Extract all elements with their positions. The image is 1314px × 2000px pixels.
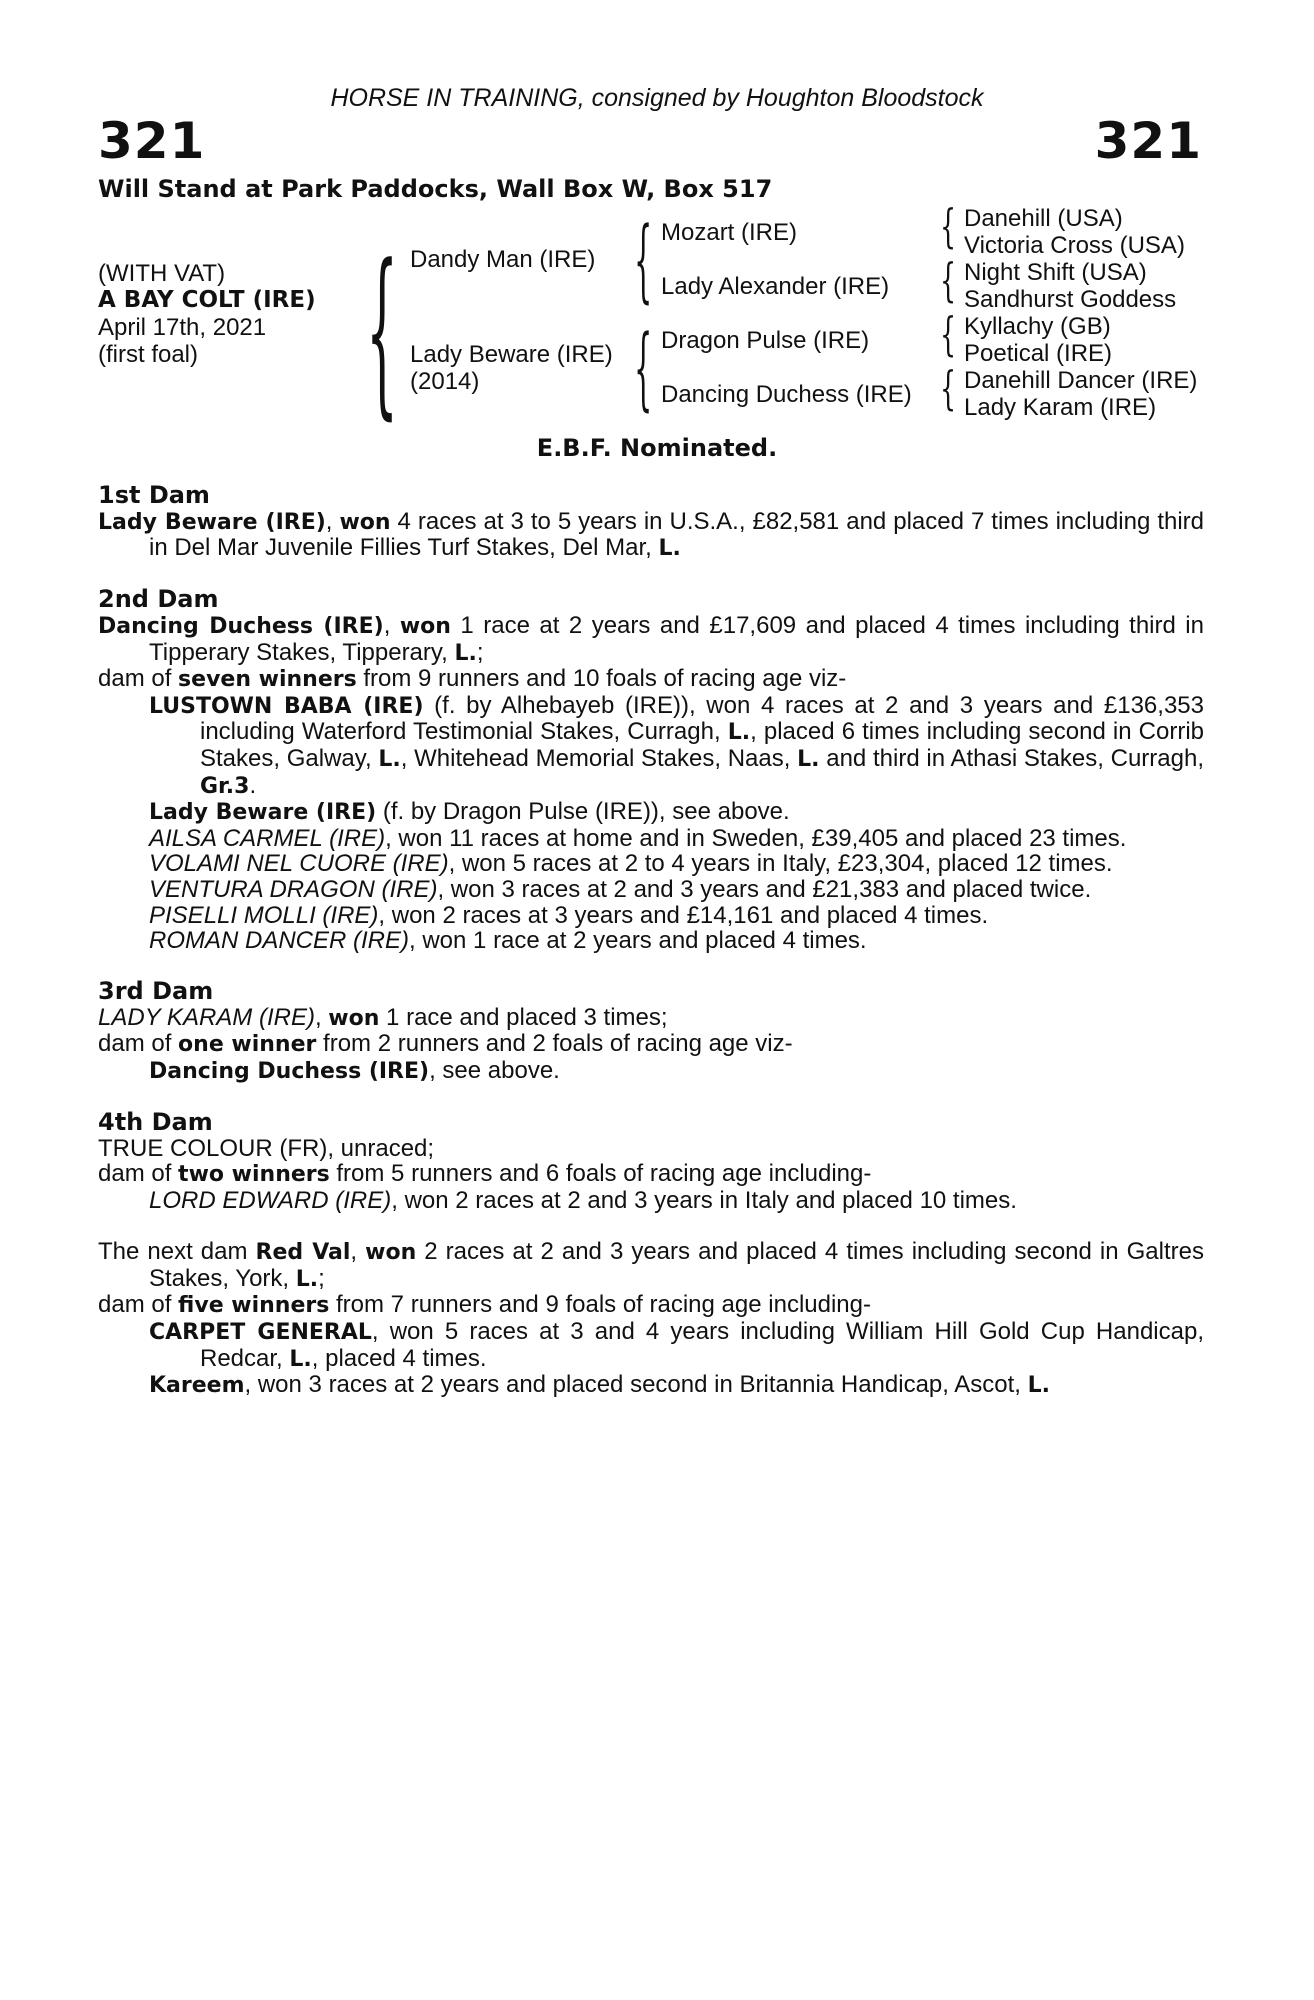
vat-note: (WITH VAT) xyxy=(98,260,226,287)
second-dam-name: Dancing Duchess (IRE) xyxy=(98,613,384,639)
dam-of-suffix: from 2 runners and 2 foals of racing age viz- xyxy=(316,1030,793,1058)
grade-label: L. xyxy=(289,1346,312,1372)
first-dam-name: Lady Beware (IRE) xyxy=(98,509,326,535)
dam-of-prefix: dam of xyxy=(98,1291,179,1319)
produce-entry xyxy=(98,826,1204,852)
dam-of-suffix: from 5 runners and 6 foals of racing age including- xyxy=(329,1160,872,1188)
produce-entry xyxy=(98,693,1204,799)
dam-year: (2014) xyxy=(410,368,480,395)
produce-text: , won 2 races at 3 years and £14,161 and placed 4 times. xyxy=(378,901,989,929)
produce-entry xyxy=(98,1319,1204,1372)
produce-text: , Whitehead Memorial Stakes, Naas, xyxy=(400,744,798,772)
third-dam-produce-summary xyxy=(98,1031,1204,1058)
produce-name: AILSA CARMEL (IRE) xyxy=(149,824,386,852)
produce-name: CARPET GENERAL xyxy=(149,1320,372,1345)
produce-text: , placed 6 times including second in Corrib Stakes, Galway, xyxy=(200,718,1205,772)
winners-count: one winner xyxy=(178,1032,317,1058)
produce-entry xyxy=(98,928,1204,954)
dam-dam-name: Dancing Duchess (IRE) xyxy=(661,381,912,408)
grandsire-2: Night Shift (USA) xyxy=(964,259,1147,286)
grade-label: L. xyxy=(797,746,820,772)
third-dam-name: LADY KARAM (IRE) xyxy=(98,1003,315,1031)
produce-text: (f. by Dragon Pulse (IRE)), see above. xyxy=(376,798,790,826)
grandsire-3: Kyllachy (GB) xyxy=(964,313,1111,340)
produce-text: . xyxy=(249,771,257,799)
produce-name: VENTURA DRAGON (IRE) xyxy=(149,875,438,903)
produce-name: PISELLI MOLLI (IRE) xyxy=(149,901,379,929)
horse-foal-note: (first foal) xyxy=(98,341,199,368)
dam-sire-name: Dragon Pulse (IRE) xyxy=(661,327,870,354)
produce-entry xyxy=(98,1188,1204,1214)
catalogue-body xyxy=(98,483,1204,1399)
produce-name: Lady Beware (IRE) xyxy=(149,800,377,826)
won-label: won xyxy=(399,613,451,639)
third-dam-heading: 3rd Dam xyxy=(98,977,214,1006)
fourth-dam-heading: 4th Dam xyxy=(98,1108,213,1137)
winners-count: two winners xyxy=(178,1162,330,1188)
stand-location: Will Stand at Park Paddocks, Wall Box W, Box 517 xyxy=(98,175,773,203)
produce-name: LUSTOWN BABA (IRE) xyxy=(149,693,424,719)
produce-name: Kareem xyxy=(149,1373,245,1399)
produce-entry xyxy=(98,1372,1204,1399)
pedigree-brace-main: { xyxy=(366,227,399,436)
lot-number-right: 321 xyxy=(1094,112,1202,170)
next-dam-name: Red Val xyxy=(255,1240,351,1266)
produce-name: VOLAMI NEL CUORE (IRE) xyxy=(149,850,449,878)
produce-text: , won 5 races at 3 and 4 years including William Hill Gold Cup Handicap, Redcar, xyxy=(200,1318,1204,1372)
pedigree-brace-sire: { xyxy=(634,208,653,313)
dam-of-prefix: dam of xyxy=(98,1030,179,1058)
next-dam-text: 2 races at 2 and 3 years and placed 4 times including second in Galtres Stakes, York, xyxy=(149,1238,1204,1292)
second-dam-heading: 2nd Dam xyxy=(98,585,219,614)
produce-text: , see above. xyxy=(429,1057,560,1085)
produce-entry xyxy=(98,851,1204,877)
grade-label: L. xyxy=(658,536,681,562)
pedigree-brace-g3: { xyxy=(940,307,957,361)
produce-text: , won 3 races at 2 years and placed second in Britannia Handicap, Ascot, xyxy=(244,1371,1028,1399)
sire-name: Dandy Man (IRE) xyxy=(410,246,596,273)
separator: , xyxy=(350,1238,366,1266)
fourth-dam-produce-summary xyxy=(98,1161,1204,1188)
next-dam-entry xyxy=(98,1239,1204,1292)
sire-dam-name: Lady Alexander (IRE) xyxy=(661,273,890,300)
grade-label: L. xyxy=(378,746,401,772)
produce-text: , placed 4 times. xyxy=(311,1344,487,1372)
lot-number-left: 321 xyxy=(98,112,206,170)
granddam-1: Victoria Cross (USA) xyxy=(964,232,1185,259)
first-dam-heading: 1st Dam xyxy=(98,481,210,509)
grade-label: L. xyxy=(295,1266,319,1292)
sire-sire-name: Mozart (IRE) xyxy=(661,219,798,246)
produce-text: , won 5 races at 2 to 4 years in Italy, £23,304, placed 12 times. xyxy=(448,850,1113,878)
first-dam-text: 4 races at 3 to 5 years in U.S.A., £82,581 and placed 7 times including third in Del Mar Juvenile Fillies Turf Stakes, Del Mar, xyxy=(149,507,1205,562)
dam-of-prefix: dam of xyxy=(98,665,179,693)
produce-text: , won 3 races at 2 and 3 years and £21,383 and placed twice. xyxy=(437,875,1092,903)
dam-of-suffix: from 9 runners and 10 foals of racing age viz- xyxy=(356,665,847,693)
winners-count: five winners xyxy=(178,1293,330,1319)
dam-of-prefix: dam of xyxy=(98,1160,179,1188)
next-dam-intro: The next dam xyxy=(98,1238,256,1266)
horse-dob: April 17th, 2021 xyxy=(98,314,267,341)
pedigree-brace-g4: { xyxy=(940,361,957,415)
second-dam-entry: Dancing Duchess (IRE), won 1 race at 2 years and £17,609 and placed 4 times including third in Tipperary Stakes, Tipperary, L.; xyxy=(98,611,1204,666)
won-label: won xyxy=(365,1240,417,1266)
second-dam-produce-summary xyxy=(98,666,1204,693)
next-dam-produce-summary xyxy=(98,1292,1204,1319)
produce-text: , won 1 race at 2 years and placed 4 times. xyxy=(409,927,867,955)
produce-entry xyxy=(98,877,1204,903)
separator: , xyxy=(314,1003,329,1031)
produce-text: , won 2 races at 2 and 3 years in Italy and placed 10 times. xyxy=(391,1187,1017,1215)
pedigree-brace-g2: { xyxy=(940,253,957,307)
granddam-4: Lady Karam (IRE) xyxy=(964,394,1157,421)
first-dam-entry: Lady Beware (IRE), won 4 races at 3 to 5 years in U.S.A., £82,581 and placed 7 times including third in Del Mar Juvenile Fillies Turf Stakes, Del Mar, L. xyxy=(98,507,1205,562)
produce-text: , won 11 races at home and in Sweden, £39,405 and placed 23 times. xyxy=(385,824,1127,852)
won-label: won xyxy=(339,509,391,535)
grade-label: L. xyxy=(1027,1373,1051,1399)
second-dam-text: 1 race at 2 years and £17,609 and placed 4 times including third in Tipperary Stakes, Tipperary, xyxy=(149,611,1204,666)
third-dam-entry xyxy=(98,1005,1204,1032)
won-label: won xyxy=(328,1005,380,1031)
fourth-dam-entry: TRUE COLOUR (FR), unraced; xyxy=(98,1134,435,1162)
grade-suffix: ; xyxy=(318,1264,325,1292)
granddam-2: Sandhurst Goddess xyxy=(964,286,1177,313)
third-dam-text: 1 race and placed 3 times; xyxy=(379,1003,668,1031)
produce-text: and third in Athasi Stakes, Curragh, xyxy=(819,744,1204,772)
produce-entry xyxy=(98,1058,1204,1085)
pedigree-brace-g1: { xyxy=(940,199,957,253)
grade-label: L. xyxy=(727,720,751,746)
produce-entry xyxy=(98,903,1204,929)
grandsire-1: Danehill (USA) xyxy=(964,205,1123,232)
produce-entry xyxy=(98,799,1204,826)
grade-label: Gr.3 xyxy=(200,773,250,799)
dam-name: Lady Beware (IRE) xyxy=(410,341,613,368)
pedigree-brace-dam: { xyxy=(634,316,653,421)
horse-name: A BAY COLT (IRE) xyxy=(98,287,316,313)
grandsire-4: Danehill Dancer (IRE) xyxy=(964,367,1198,394)
page-header-title: HORSE IN TRAINING, consigned by Houghton Bloodstock xyxy=(330,84,984,112)
ebf-nominated: E.B.F. Nominated. xyxy=(536,434,778,462)
winners-count: seven winners xyxy=(178,667,357,693)
grade-label: L. xyxy=(454,640,477,666)
granddam-3: Poetical (IRE) xyxy=(964,340,1113,367)
produce-name: ROMAN DANCER (IRE) xyxy=(149,927,410,955)
produce-name: LORD EDWARD (IRE) xyxy=(149,1187,392,1215)
produce-text: (f. by Alhebayeb (IRE)), won 4 races at 2 and 3 years and £136,353 including Waterford Testimonial Stakes, Curragh, xyxy=(200,691,1204,746)
produce-name: Dancing Duchess (IRE) xyxy=(149,1059,430,1085)
grade-suffix: ; xyxy=(476,638,484,666)
dam-of-suffix: from 7 runners and 9 foals of racing age including- xyxy=(329,1291,871,1319)
